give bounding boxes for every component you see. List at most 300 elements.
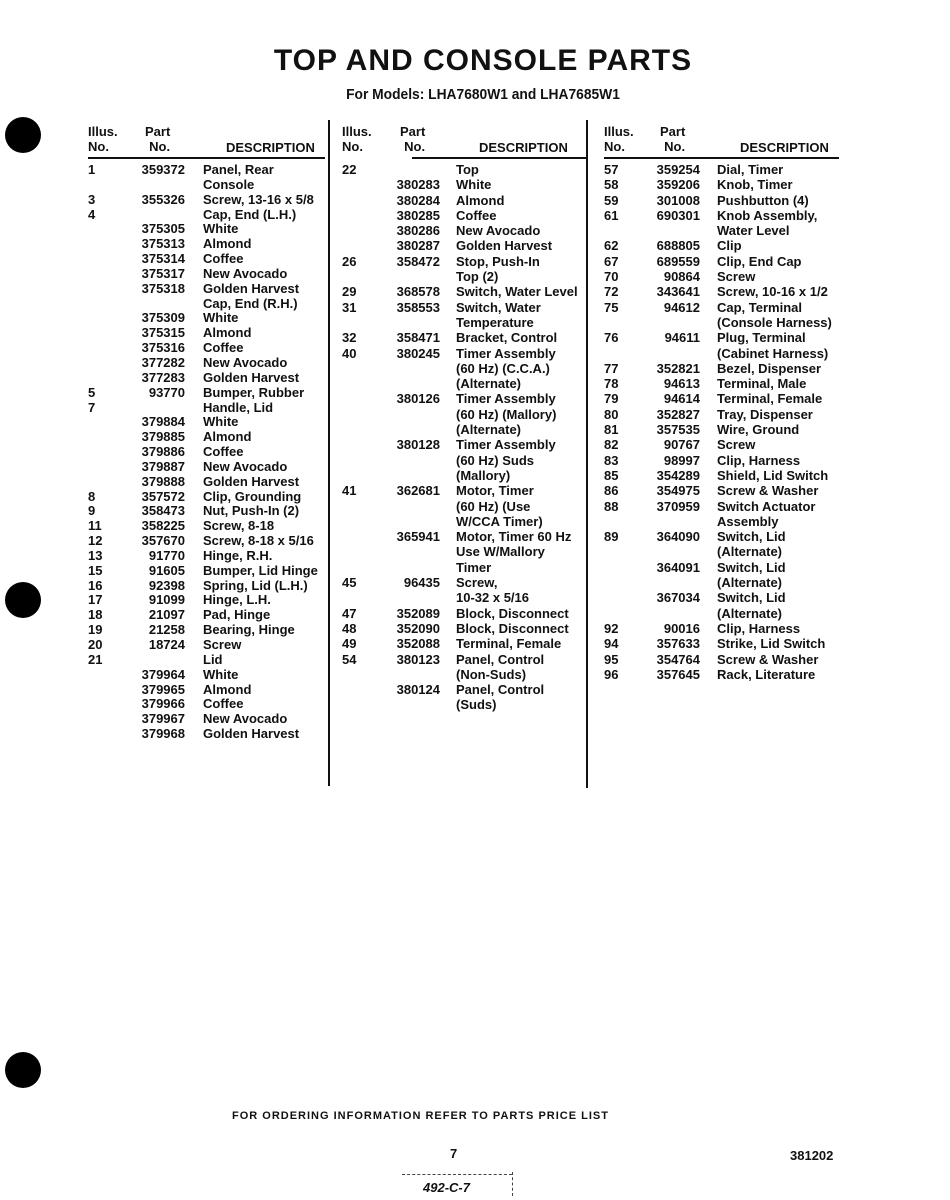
part-description: White [456, 177, 492, 193]
illus-header: Illus. No. [342, 124, 372, 154]
document-number: 381202 [790, 1148, 834, 1163]
part-number: 359206 [656, 177, 700, 193]
illus-number: 54 [342, 651, 357, 667]
table-row [604, 346, 854, 361]
part-number: 379968 [141, 726, 185, 742]
illus-number: 57 [604, 162, 619, 177]
part-number: 379887 [141, 458, 185, 474]
part-description: Lid [203, 651, 223, 667]
part-description: Coffee [203, 340, 244, 356]
table-row [342, 254, 592, 269]
part-number: 358472 [396, 253, 440, 269]
table-row [88, 548, 338, 563]
table-row [88, 503, 338, 518]
table-row [342, 376, 592, 391]
description-header: DESCRIPTION [740, 140, 829, 155]
table-row [604, 238, 854, 253]
illus-number: 3 [88, 191, 96, 207]
table-row [604, 376, 854, 391]
column-header [88, 122, 338, 158]
illus-number: 21 [88, 651, 103, 667]
illus-number: 59 [604, 192, 619, 208]
part-description: Screw [203, 637, 242, 652]
part-number: 379888 [141, 473, 185, 489]
table-row [342, 330, 592, 345]
table-row [604, 391, 854, 406]
page-title: TOP AND CONSOLE PARTS [273, 44, 693, 77]
table-row [342, 223, 592, 238]
illus-number: 15 [88, 562, 103, 578]
part-number: 380284 [396, 192, 440, 208]
table-row [342, 514, 592, 529]
page-subtitle: For Models: LHA7680W1 and LHA7685W1 [346, 86, 620, 103]
part-number: 21097 [148, 607, 185, 623]
part-number: 94613 [663, 376, 700, 392]
part-description: (Console Harness) [717, 314, 832, 330]
header-underline [604, 157, 839, 159]
table-row [604, 652, 854, 667]
table-row [342, 422, 592, 437]
illus-number: 62 [604, 238, 619, 254]
illus-number: 85 [604, 467, 619, 483]
table-row [88, 444, 338, 459]
table-row [604, 284, 854, 299]
part-number: 352089 [396, 605, 440, 621]
part-description: Terminal, Female [456, 636, 562, 652]
part-description: Switch Actuator [717, 498, 816, 514]
part-description: Stop, Push-In [456, 253, 540, 269]
part-description: Rack, Literature [717, 666, 816, 682]
illus-number: 32 [342, 330, 357, 346]
table-row [604, 667, 854, 682]
part-description: Dial, Timer [717, 162, 784, 177]
part-number: 357535 [656, 422, 700, 438]
part-number: 358471 [396, 330, 440, 346]
part-description: Bearing, Hinge [203, 622, 295, 638]
parts-list [88, 162, 338, 741]
illus-number: 45 [342, 575, 357, 591]
table-row [342, 636, 592, 651]
part-description: (Cabinet Harness) [717, 345, 829, 361]
part-description: (Alternate) [456, 422, 522, 438]
illus-number: 78 [604, 376, 619, 392]
part-number: 375309 [141, 310, 185, 326]
part-description: Golden Harvest [203, 369, 300, 385]
part-number: 375313 [141, 236, 185, 252]
table-row [88, 696, 338, 711]
part-description: Cap, End (R.H.) [203, 295, 298, 311]
table-row [604, 529, 854, 544]
part-description: Pushbutton (4) [717, 192, 809, 208]
part-number: 380286 [396, 223, 440, 239]
description-header: DESCRIPTION [226, 140, 315, 155]
table-row [342, 560, 592, 575]
part-number: 357645 [656, 666, 700, 682]
illus-number: 40 [342, 345, 357, 361]
part-description: Knob, Timer [717, 177, 793, 193]
part-description: Golden Harvest [203, 280, 300, 296]
part-number: 91099 [148, 592, 185, 608]
part-number: 688805 [656, 238, 700, 254]
part-number: 375314 [141, 251, 185, 267]
part-description: Almond [203, 325, 252, 341]
part-number: 364090 [656, 529, 700, 545]
table-row [88, 281, 338, 296]
table-row [604, 361, 854, 376]
part-description: Bezel, Dispenser [717, 360, 822, 376]
table-row [342, 682, 592, 697]
table-row [342, 193, 592, 208]
part-number: 375318 [141, 280, 185, 296]
table-row [342, 652, 592, 667]
part-number: 379964 [141, 666, 185, 682]
part-number: 380245 [396, 345, 440, 361]
part-description: Hinge, L.H. [203, 592, 271, 608]
divider [512, 1172, 513, 1196]
illus-number: 95 [604, 651, 619, 667]
part-number: 352088 [396, 636, 440, 652]
table-row [88, 251, 338, 266]
part-number: 380126 [396, 391, 440, 407]
part-description: (Alternate) [717, 605, 783, 621]
table-row [604, 300, 854, 315]
part-description: (Non-Suds) [456, 666, 527, 682]
part-number: 380124 [396, 682, 440, 698]
part-description: Clip, Harness [717, 620, 801, 636]
part-description: (Alternate) [456, 376, 522, 392]
table-row [88, 162, 338, 177]
illus-number: 22 [342, 162, 357, 177]
part-description: Motor, Timer [456, 483, 534, 499]
table-row [342, 606, 592, 621]
table-row [604, 590, 854, 605]
part-description: Bracket, Control [456, 330, 558, 346]
part-number: 94614 [663, 391, 700, 407]
part-number: 379885 [141, 429, 185, 445]
part-description: Coffee [203, 251, 244, 267]
table-row [342, 544, 592, 559]
table-row [342, 483, 592, 498]
part-number: 352090 [396, 620, 440, 636]
part-description: Spring, Lid (L.H.) [203, 577, 308, 593]
table-row [342, 667, 592, 682]
table-row [88, 607, 338, 622]
part-description: Assembly [717, 513, 779, 529]
part-number: 375305 [141, 221, 185, 237]
table-row [342, 346, 592, 361]
part-description: Cap, End (L.H.) [203, 206, 297, 222]
description-header: DESCRIPTION [479, 140, 568, 155]
table-row [342, 391, 592, 406]
table-row [342, 621, 592, 636]
part-number: 359372 [141, 162, 185, 177]
illus-number: 92 [604, 620, 619, 636]
parts-column [342, 122, 592, 713]
table-row [88, 667, 338, 682]
header-underline [88, 157, 325, 159]
part-number: 357670 [141, 533, 185, 549]
table-row [88, 177, 338, 192]
illus-number: 75 [604, 299, 619, 315]
table-row [88, 325, 338, 340]
page-number: 7 [450, 1146, 458, 1161]
table-row [604, 422, 854, 437]
part-description: Screw, [456, 575, 498, 591]
part-number: 354289 [656, 467, 700, 483]
illus-number: 77 [604, 360, 619, 376]
part-description: Console [203, 176, 255, 192]
part-number: 91605 [148, 562, 185, 578]
part-number: 90864 [663, 269, 700, 285]
part-description: Bumper, Rubber [203, 384, 305, 400]
table-row [604, 560, 854, 575]
table-row [604, 315, 854, 330]
illus-number: 13 [88, 547, 103, 563]
punch-hole [5, 1052, 41, 1088]
part-header: Part No. [660, 124, 686, 154]
part-description: Nut, Push-In (2) [203, 503, 300, 519]
table-row [88, 518, 338, 533]
part-number: 358473 [141, 503, 185, 519]
table-row [88, 489, 338, 504]
part-description: Almond [203, 429, 252, 445]
table-row [604, 575, 854, 590]
table-row [88, 711, 338, 726]
table-row [604, 162, 854, 177]
table-row [88, 355, 338, 370]
part-number: 301008 [656, 192, 700, 208]
part-number: 690301 [656, 207, 700, 223]
table-row [604, 208, 854, 223]
part-number: 343641 [656, 284, 700, 300]
part-description: Plug, Terminal [717, 330, 806, 346]
part-description: Clip, Harness [717, 452, 801, 468]
part-number: 359254 [656, 162, 700, 177]
illus-number: 76 [604, 330, 619, 346]
parts-column [604, 122, 854, 682]
illus-number: 58 [604, 177, 619, 193]
table-row [88, 578, 338, 593]
part-number: 354764 [656, 651, 700, 667]
illus-number: 47 [342, 605, 357, 621]
part-description: Almond [456, 192, 505, 208]
part-number: 375317 [141, 265, 185, 281]
illus-number: 17 [88, 592, 103, 608]
illus-number: 5 [88, 384, 96, 400]
part-description: Clip, Grounding [203, 488, 302, 504]
table-row [88, 192, 338, 207]
table-row [88, 385, 338, 400]
illus-number: 96 [604, 666, 619, 682]
table-row [88, 592, 338, 607]
part-description: Water Level [717, 223, 790, 239]
illus-header: Illus. No. [88, 124, 118, 154]
part-description: (60 Hz) (Use [456, 498, 531, 514]
table-row [342, 453, 592, 468]
part-description: New Avocado [203, 458, 288, 474]
table-row [88, 459, 338, 474]
part-description: Hinge, R.H. [203, 547, 273, 563]
table-row [88, 221, 338, 236]
table-row [604, 621, 854, 636]
part-description: Screw & Washer [717, 651, 819, 667]
part-description: Screw, 10-16 x 1/2 [717, 284, 828, 300]
part-number: 379965 [141, 681, 185, 697]
illus-header: Illus. No. [604, 124, 634, 154]
part-number: 96435 [403, 575, 440, 591]
part-number: 380285 [396, 207, 440, 223]
illus-number: 26 [342, 253, 357, 269]
table-row [88, 429, 338, 444]
part-number: 352821 [656, 360, 700, 376]
ordering-note: FOR ORDERING INFORMATION REFER TO PARTS PRICE LIST [232, 1110, 609, 1122]
part-number: 380287 [396, 238, 440, 254]
part-number: 370959 [656, 498, 700, 514]
table-row [88, 340, 338, 355]
table-row [604, 514, 854, 529]
illus-number: 4 [88, 206, 96, 222]
part-description: Timer Assembly [456, 437, 556, 453]
part-number: 375316 [141, 340, 185, 356]
table-row [604, 330, 854, 345]
part-header: Part No. [400, 124, 426, 154]
table-row [88, 474, 338, 489]
table-row [88, 400, 338, 415]
part-description: Clip [717, 238, 742, 254]
part-description: Screw & Washer [717, 483, 819, 499]
table-row [342, 407, 592, 422]
table-row [88, 414, 338, 429]
table-row [88, 370, 338, 385]
table-row [88, 622, 338, 637]
part-number: 375315 [141, 325, 185, 341]
illus-number: 81 [604, 422, 619, 438]
part-description: New Avocado [203, 265, 288, 281]
illus-number: 94 [604, 636, 619, 652]
part-description: Top (2) [456, 269, 499, 285]
part-description: Terminal, Female [717, 391, 823, 407]
illus-number: 70 [604, 269, 619, 285]
part-description: Block, Disconnect [456, 620, 569, 636]
part-number: 94612 [663, 299, 700, 315]
part-description: Switch, Lid [717, 529, 786, 545]
table-row [604, 606, 854, 621]
part-number: 689559 [656, 253, 700, 269]
part-description: White [203, 221, 239, 237]
part-description: Tray, Dispenser [717, 406, 813, 422]
illus-number: 29 [342, 284, 357, 300]
part-description: Screw [717, 269, 756, 285]
parts-column [88, 122, 338, 741]
part-number: 380283 [396, 177, 440, 193]
part-description: Golden Harvest [203, 726, 300, 742]
part-description: Bumper, Lid Hinge [203, 562, 318, 578]
part-description: (Suds) [456, 697, 497, 713]
illus-number: 16 [88, 577, 103, 593]
table-row [342, 315, 592, 330]
table-row [342, 590, 592, 605]
table-row [604, 177, 854, 192]
punch-hole [5, 117, 41, 153]
part-description: Pad, Hinge [203, 607, 271, 623]
punch-hole [5, 582, 41, 618]
table-row [342, 361, 592, 376]
table-row [342, 162, 592, 177]
part-description: Cap, Terminal [717, 299, 803, 315]
part-number: 379967 [141, 711, 185, 727]
illus-number: 1 [88, 162, 96, 177]
table-row [604, 193, 854, 208]
part-number: 358225 [141, 518, 185, 534]
part-description: White [203, 666, 239, 682]
part-description: Block, Disconnect [456, 605, 569, 621]
table-row [342, 238, 592, 253]
table-row [88, 296, 338, 311]
part-number: 367034 [656, 590, 700, 606]
table-row [604, 499, 854, 514]
part-description: White [203, 310, 239, 326]
part-description: Coffee [203, 696, 244, 712]
table-row [342, 300, 592, 315]
illus-number: 49 [342, 636, 357, 652]
part-number: 352827 [656, 406, 700, 422]
illus-number: 61 [604, 207, 619, 223]
illus-number: 7 [88, 399, 96, 415]
part-number: 90016 [663, 620, 700, 636]
part-description: Screw, 8-18 [203, 518, 275, 534]
part-description: Clip, End Cap [717, 253, 802, 269]
part-description: Switch, Lid [717, 559, 786, 575]
part-number: 91770 [148, 547, 185, 563]
part-number: 93770 [148, 384, 185, 400]
table-row [88, 533, 338, 548]
column-header [342, 122, 592, 158]
part-number: 362681 [396, 483, 440, 499]
illus-number: 9 [88, 503, 96, 519]
illus-number: 88 [604, 498, 619, 514]
table-row [342, 697, 592, 712]
illus-number: 82 [604, 437, 619, 453]
illus-number: 20 [88, 637, 103, 652]
part-description: Timer [456, 559, 492, 575]
part-description: New Avocado [203, 354, 288, 370]
illus-number: 67 [604, 253, 619, 269]
part-description: (Mallory) [456, 467, 511, 483]
part-number: 94611 [664, 330, 700, 346]
part-description: Top [456, 162, 479, 177]
part-number: 21258 [148, 622, 185, 638]
part-description: Switch, Water Level [456, 284, 578, 300]
illus-number: 79 [604, 391, 619, 407]
part-description: Golden Harvest [203, 473, 300, 489]
part-number: 355326 [141, 191, 185, 207]
part-number: 368578 [396, 284, 440, 300]
illus-number: 31 [342, 299, 357, 315]
table-row [88, 726, 338, 741]
table-row [342, 575, 592, 590]
table-row [88, 236, 338, 251]
part-number: 354975 [656, 483, 700, 499]
illus-number: 89 [604, 529, 619, 545]
divider [402, 1174, 512, 1175]
part-description: (Alternate) [717, 544, 783, 560]
table-row [342, 499, 592, 514]
part-description: (Alternate) [717, 575, 783, 591]
part-description: Almond [203, 236, 252, 252]
table-row [342, 437, 592, 452]
part-number: 379886 [141, 444, 185, 460]
table-row [88, 310, 338, 325]
